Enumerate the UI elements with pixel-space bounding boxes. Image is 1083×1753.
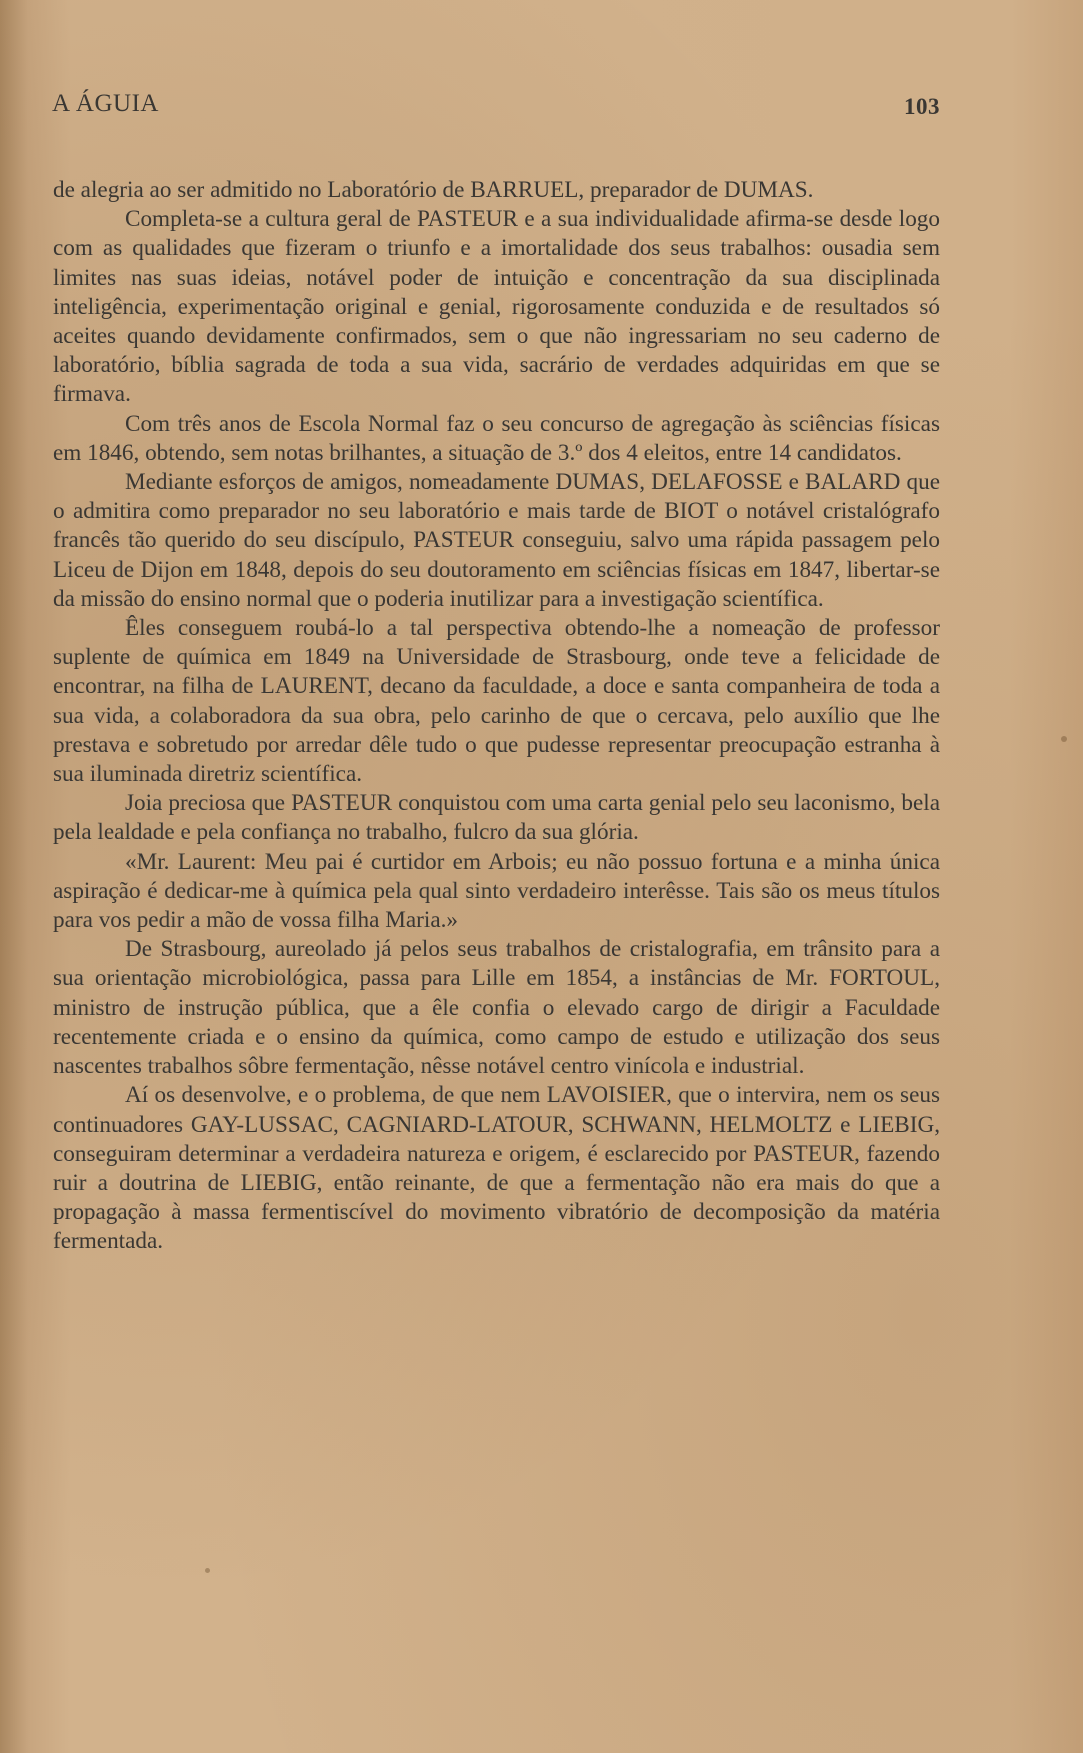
paragraph: de alegria ao ser admitido no Laboratório de BARRUEL, preparador de DUMAS. xyxy=(53,177,814,203)
paragraph: «Mr. Laurent: Meu pai é curtidor em Arbois; eu não possuo fortuna e a minha única aspiração é dedicar-me à química pela qual sinto verdadeiro interêsse. Tais são os meus títulos para vos pedir a mão de vossa filha Maria.» xyxy=(53,848,940,934)
paragraph: De Strasbourg, aureolado já pelos seus trabalhos de cristalografia, em trânsito para a sua orientação microbiológica, passa para Lille em 1854, a instâncias de Mr. FORTOUL, ministro de instrução pública, que a êle confia o elevado cargo de dirigir a Faculdade recentemente criada e o ensino da química, como campo de estudo e utilização dos seus nascentes trabalhos sôbre fermentação, nêsse notável centro vinícola e industrial. xyxy=(53,936,940,1080)
paragraph: Aí os desenvolve, e o problema, de que nem LAVOISIER, que o intervira, nem os seus continuadores GAY-LUSSAC, CAGNIARD-LATOUR, SCHWANN, HELMOLTZ e LIEBIG, conseguiram determinar a verdadeira natureza e origem, é esclarecido por PASTEUR, fazendo ruir a doutrina de LIEBIG, então reinante, de que a fermentação não era mais do que a propagação à massa fermentiscível do movimento vibratório de decomposição da matéria fermentada. xyxy=(53,1082,940,1255)
paragraph: Com três anos de Escola Normal faz o seu concurso de agregação às sciências físicas em 1846, obtendo, sem notas brilhantes, a situação de 3.º dos 4 eleitos, entre 14 candidatos. xyxy=(53,410,940,466)
paragraph: Completa-se a cultura geral de PASTEUR e a sua individualidade afirma-se desde logo com as qualidades que fizeram o triunfo e a imortalidade dos seus trabalhos: ousadia sem limites nas suas ideias, notável poder de intuição e concentração da sua disciplinada inteligência, experimentação original e genial, rigorosamente conduzida e de resultados só aceites quando devidamente confirmados, sem o que não ingressariam no seu caderno de laboratório, bíblia sagrada de toda a sua vida, sacrário de verdades adquiridas em que se firmava. xyxy=(53,206,940,408)
paragraph: Êles conseguem roubá-lo a tal perspectiva obtendo-lhe a nomeação de professor suplente de química em 1849 na Universidade de Strasbourg, onde teve a felicidade de encontrar, na filha de LAURENT, decano da faculdade, a doce e santa companheira de toda a sua vida, a colaboradora da sua obra, pelo carinho de que o cercava, pelo auxílio que lhe prestava e sobretudo por arredar dêle tudo o que pudesse representar preocupação estranha à sua iluminada diretriz scientífica. xyxy=(53,615,940,788)
paper-speck xyxy=(205,1568,210,1573)
paragraph: Mediante esforços de amigos, nomeadamente DUMAS, DELAFOSSE e BALARD que o admitira como preparador no seu laboratório e mais tarde de BIOT o notável cristalógrafo francês tão querido do seu discípulo, PASTEUR conseguiu, salvo uma rápida passagem pelo Liceu de Dijon em 1848, depois do seu doutoramento em sciências físicas em 1847, libertar-se da missão do ensino normal que o poderia inutilizar para a investigação scientífica. xyxy=(53,469,940,612)
paper-speck xyxy=(1061,736,1067,742)
body-text xyxy=(53,176,940,1257)
journal-title: A ÁGUIA xyxy=(52,90,159,117)
running-head xyxy=(52,90,940,124)
paragraph: Joia preciosa que PASTEUR conquistou com uma carta genial pelo seu laconismo, bela pela lealdade e pela confiança no trabalho, fulcro da sua glória. xyxy=(53,790,940,846)
page-number: 103 xyxy=(904,94,940,119)
